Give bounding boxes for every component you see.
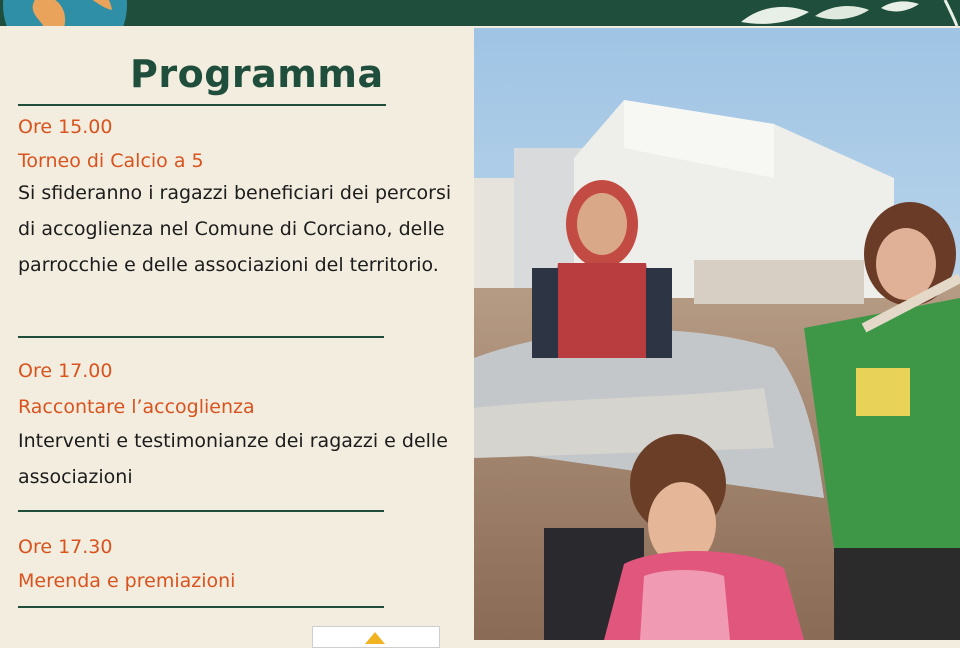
section-divider (18, 336, 384, 338)
title-divider (18, 104, 386, 106)
event-time: Ore 17.30 (18, 536, 113, 558)
event-time: Ore 17.00 (18, 360, 113, 382)
event-description: Interventi e testimonianze dei ragazzi e delle associazioni (18, 430, 448, 488)
event-title: Raccontare l’accoglienza (18, 396, 255, 418)
section-divider (18, 510, 384, 512)
event-description: Si sfideranno i ragazzi beneficiari dei percorsi di accoglienza nel Comune di Corciano, delle parrocchie e delle associazioni del territorio. (18, 182, 452, 276)
event-title: Torneo di Calcio a 5 (18, 150, 204, 172)
event-time: Ore 15.00 (18, 116, 113, 138)
section-divider (18, 606, 384, 608)
leaf-decoration (735, 0, 960, 26)
partner-logo-icon (312, 626, 440, 648)
logo-mark-icon (365, 632, 385, 644)
event-title: Merenda e premiazioni (18, 570, 236, 592)
children-refugee-camp-photo (474, 28, 960, 640)
page-title: Programma (130, 52, 384, 96)
